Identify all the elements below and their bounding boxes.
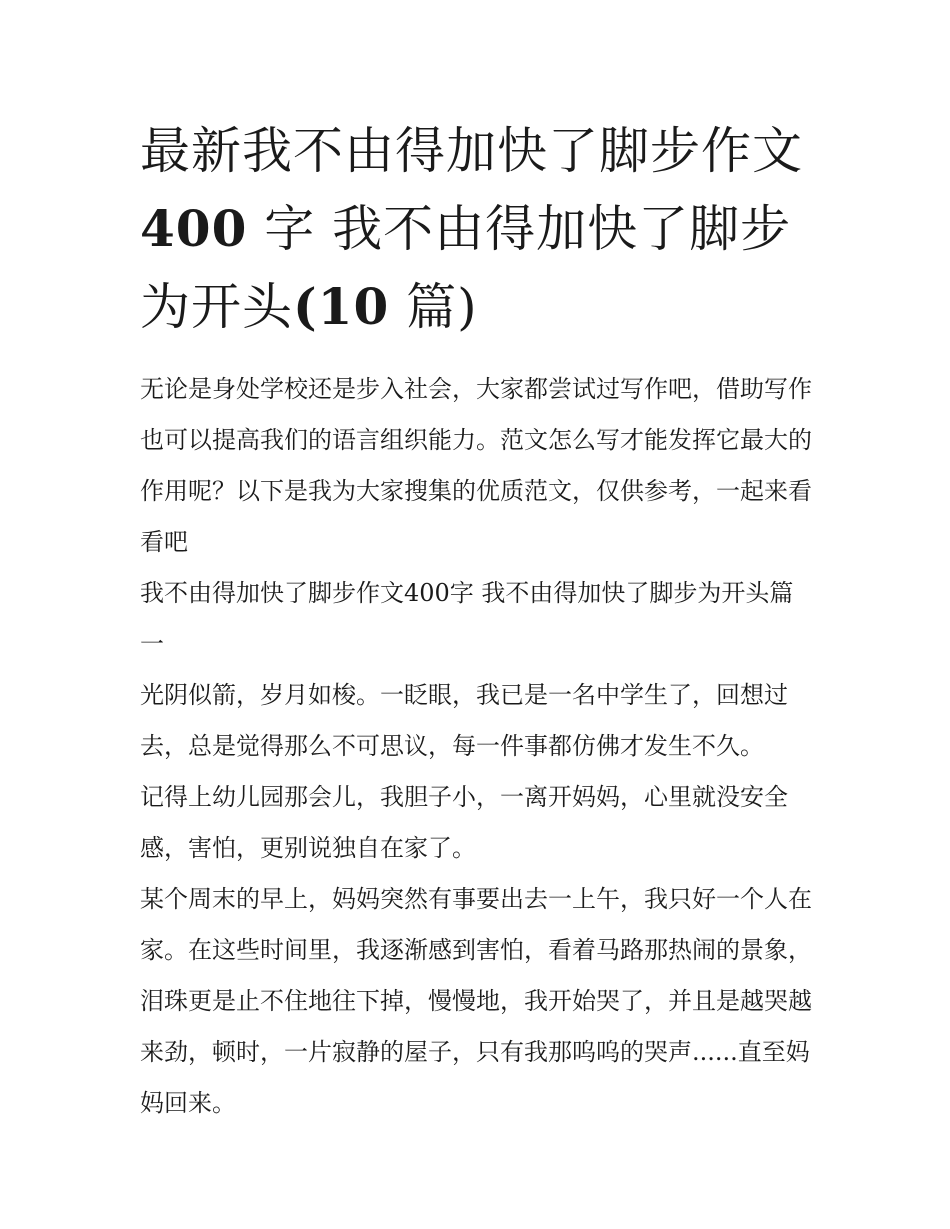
intro-paragraph: 无论是身处学校还是步入社会，大家都尝试过写作吧，借助写作也可以提高我们的语言组织能力。范文怎么写才能发挥它最大的作用呢？以下是我为大家搜集的优质范文，仅供参考，一起来看看吧 xyxy=(140,375,812,556)
title-part-4: (10 xyxy=(293,277,390,336)
section-heading: 我不由得加快了脚步作文400字 我不由得加快了脚步为开头篇一 xyxy=(140,579,794,658)
body-paragraph: 记得上幼儿园那会儿，我胆子小，一离开妈妈，心里就没安全感，害怕，更别说独自在家了。 xyxy=(140,783,788,862)
title-part-2: 400 xyxy=(140,199,248,258)
title-part-5: 篇) xyxy=(406,278,478,336)
body-paragraph: 光阴似箭，岁月如梭。一眨眼，我已是一名中学生了，回想过去，总是觉得那么不可思议，每一件事都仿佛才发生不久。 xyxy=(140,681,788,760)
title-part-1: 最新我不由得加快了脚步作文 xyxy=(140,122,803,180)
title-part-3: 字 我不由得加快了脚步为开头 xyxy=(140,200,792,336)
document-body xyxy=(140,364,812,1129)
document-title xyxy=(140,112,812,346)
document-page xyxy=(140,112,812,1129)
body-paragraph: 某个周末的早上，妈妈突然有事要出去一上午，我只好一个人在家。在这些时间里，我逐渐感到害怕，看着马路那热闹的景象，泪珠更是止不住地往下掉，慢慢地，我开始哭了，并且是越哭越来劲，顿时，一片寂静的屋子，只有我那呜呜的哭声......直至妈妈回来。 xyxy=(140,885,812,1117)
